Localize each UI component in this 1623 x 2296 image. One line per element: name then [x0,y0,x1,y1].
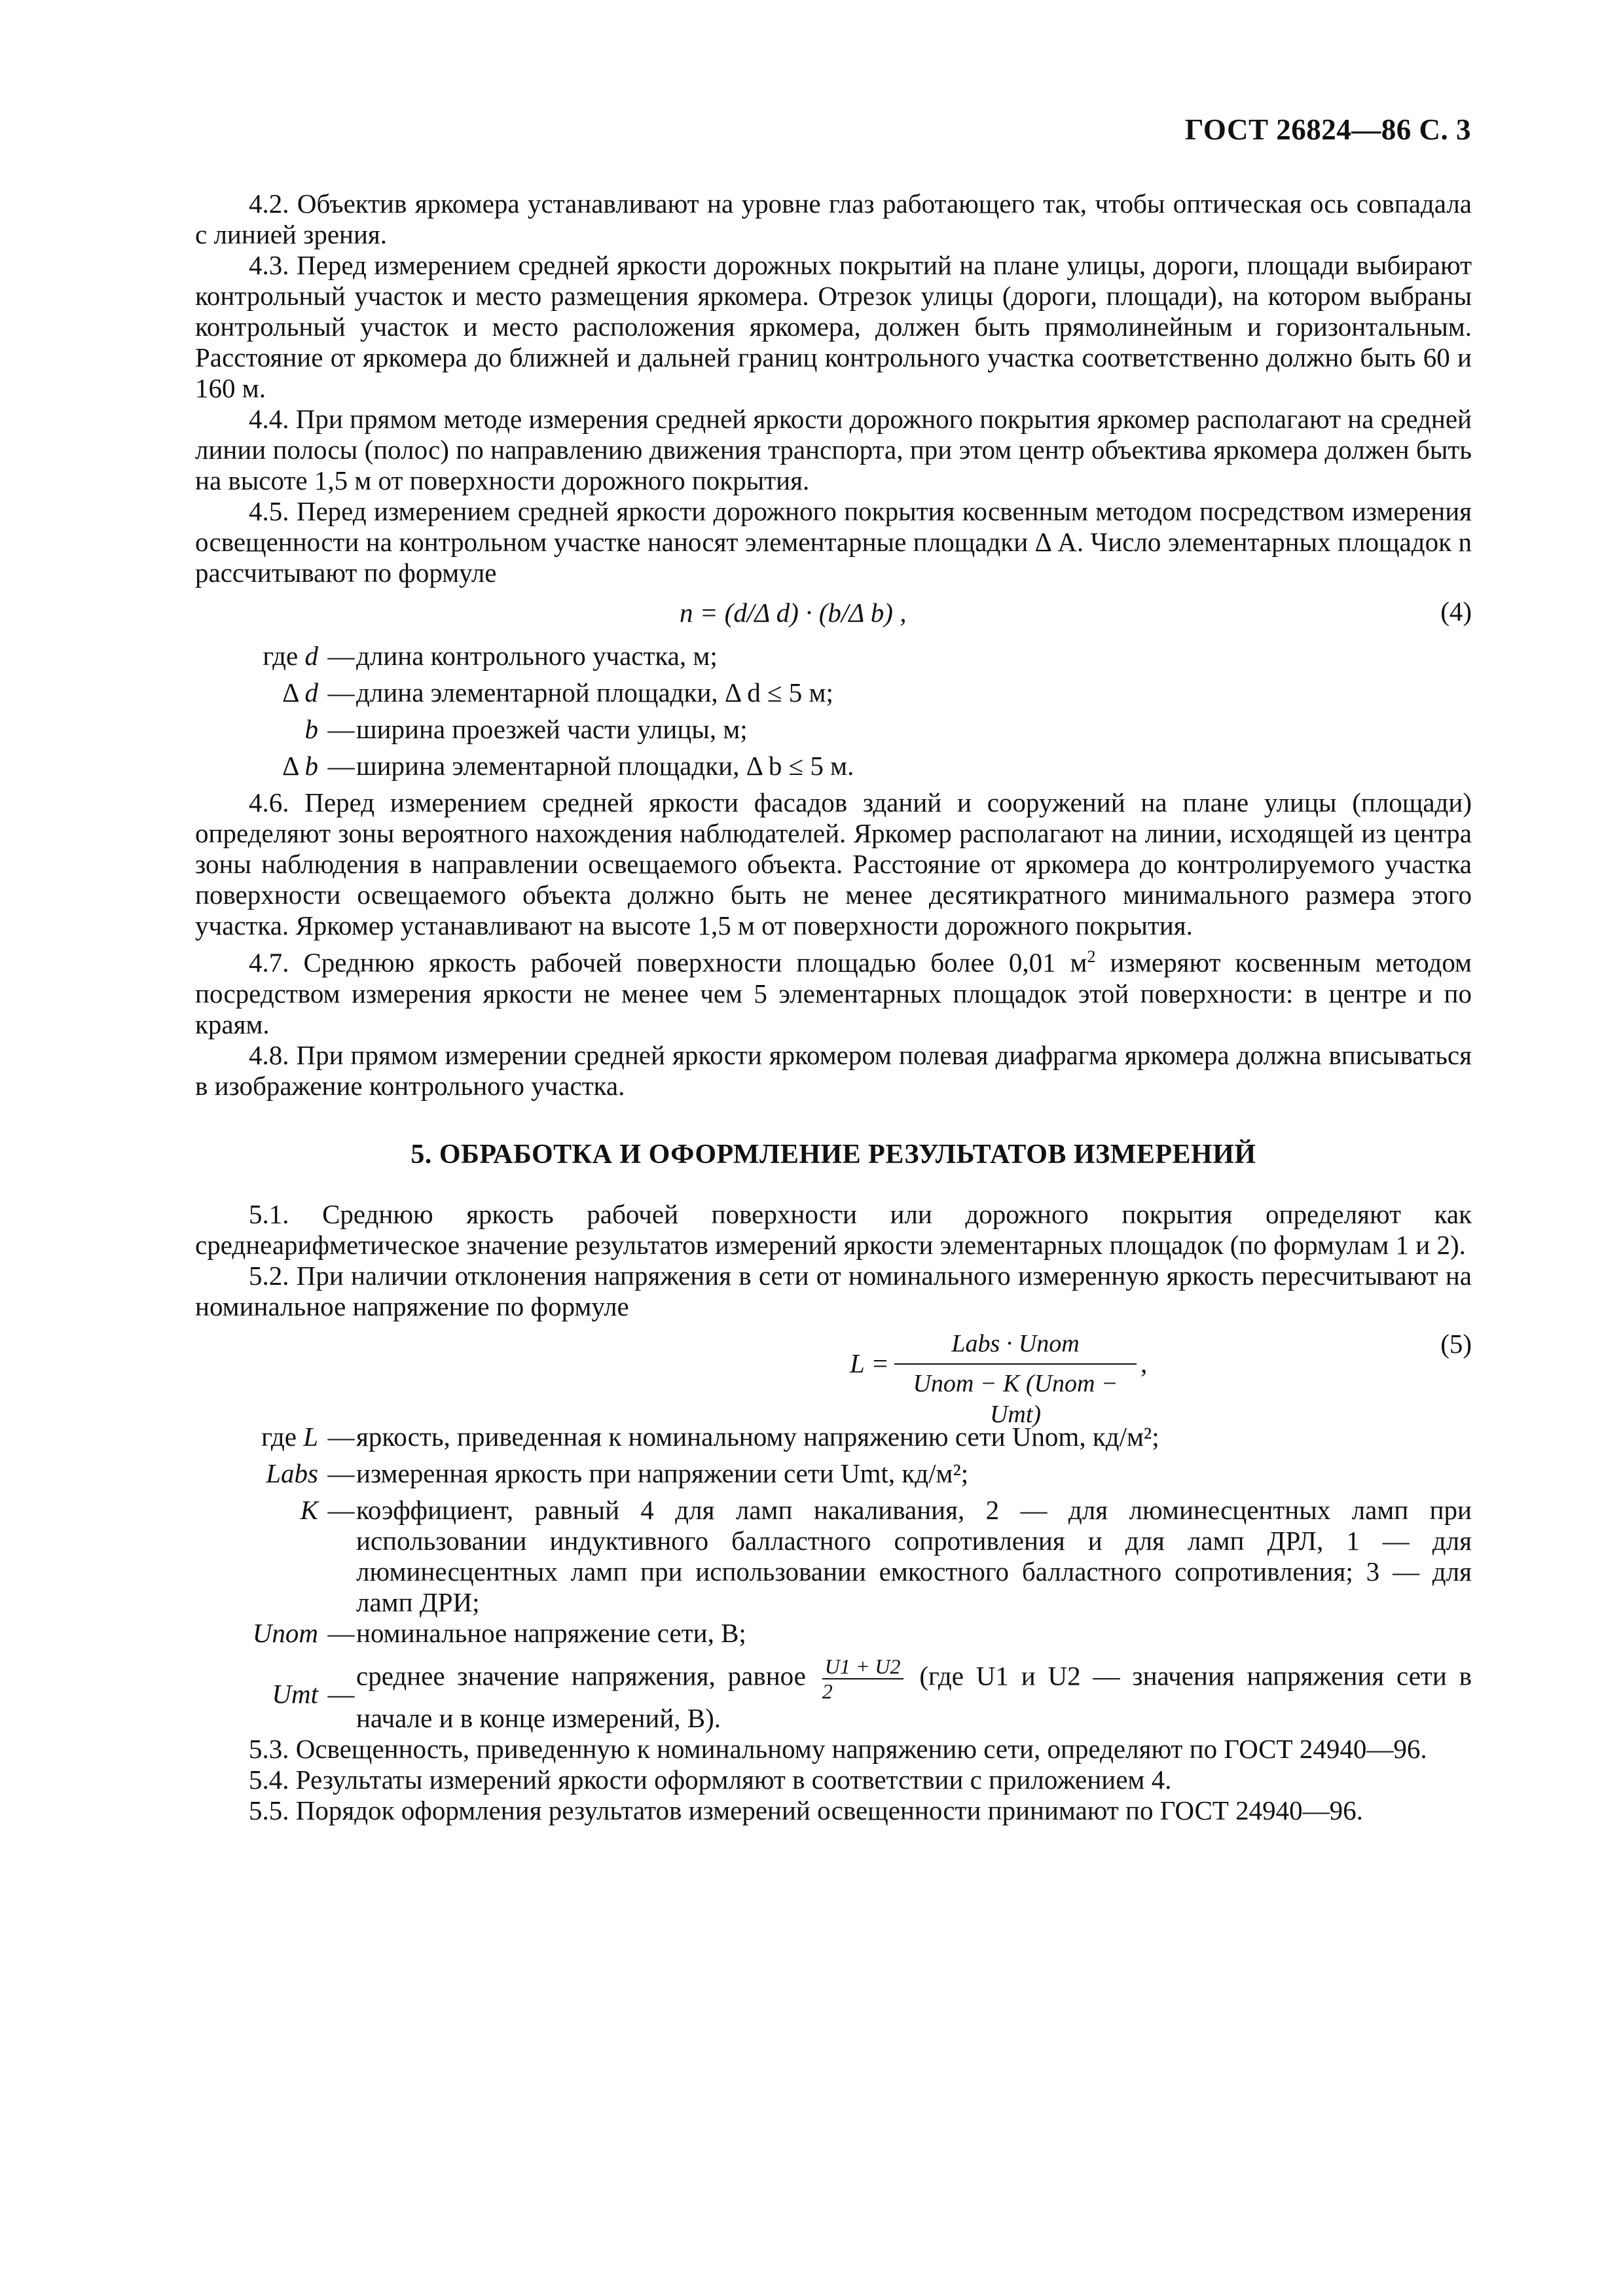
formula-5-denominator: Unom − K (Unom − Umt) [913,1369,1118,1428]
formula-5-lhs: L = [850,1348,889,1378]
definition-dash: — [327,1421,355,1452]
definition-dash: — [327,1617,355,1648]
definition-text: ширина элементарной площадки, Δ b ≤ 5 м. [356,751,854,781]
formula-5-comma: , [1140,1348,1148,1378]
paragraph-4-8: 4.8. При прямом измерении средней яркости яркомером полевая диафрагма яркомера должна вписываться в изображение контрольного участка. [195,1039,1472,1101]
formula-5-fraction [894,1329,1137,1430]
paragraph-4-7 [195,941,1472,1040]
formula-4 [195,590,1472,634]
definition-symbol: d [304,641,318,671]
paragraph-4-6: 4.6. Перед измерением средней яркости фасадов зданий и сооружений на плане улицы (площади) определяют зоны вероятного нахождения наблюдателей. Яркомер располагают на линии, исходящей из центра зоны наблюдения в направлении освещаемого объекта. Расстояние от яркомера до контролируемого участка поверхности освещаемого объекта должно быть не менее десятикратного минимального размера этого участка. Яркомер устанавливают на высоте 1,5 м от поверхности дорожного покрытия. [195,787,1472,941]
paragraph-5-1: 5.1. Среднюю яркость рабочей поверхности или дорожного покрытия определяют как среднеарифметическое значение результатов измерений яркости элементарных площадок (по формулам 1 и 2). [195,1198,1472,1260]
paragraph-4-7-part-a: 4.7. Среднюю яркость рабочей поверхности площадью более 0,01 м [249,947,1087,978]
definition-dash: — [327,677,355,708]
definition-dash: — [327,1494,355,1525]
paragraph-4-3: 4.3. Перед измерением средней яркости дорожных покрытий на плане улицы, дороги, площади выбирают контрольный участок и место размещения яркомера. Отрезок улицы (дороги, площади), на котором выбраны контрольный участок и место расположения яркомера, должен быть прямолинейным и горизонтальным. Расстояние от яркомера до ближней и дальней границ контрольного участка соответственно должно быть 60 и 160 м. [195,250,1472,403]
page-header: ГОСТ 26824—86 С. 3 [1184,113,1471,146]
paragraph-4-7-part-b: измеряют косвенным методом посредством измерения яркости не менее чем 5 элементарных площадок этой поверхности: в центре и по краям. [195,947,1472,1039]
definition-prefix: Δ [282,677,305,708]
definition-row [195,641,1472,677]
paragraph-4-4: 4.4. При прямом методе измерения средней яркости дорожного покрытия яркомер располагают на средней линии полосы (полос) по направлению движения транспорта, при этом центр объектива яркомера должен быть на высоте 1,5 м от поверхности дорожного покрытия. [195,404,1472,495]
definition-text: яркость, приведенная к номинальному напряжению сети Unom, кд/м²; [356,1421,1159,1452]
definition-prefix: Δ [282,751,305,781]
definition-dash: — [327,751,355,781]
paragraph-4-2: 4.2. Объектив яркомера устанавливают на уровне глаз работающего так, чтобы оптическая ось совпадала с линией зрения. [195,188,1472,249]
definition-row [195,1458,1472,1495]
definition-row [195,1618,1472,1655]
definition-symbol: Unom [252,1617,318,1648]
definition-row [195,1655,1472,1734]
definition-symbol: L [303,1421,318,1452]
definition-dash: — [327,1678,355,1709]
fraction-numerator: U1 + U2 [822,1655,903,1679]
paragraph-5-2: 5.2. При наличии отклонения напряжения в сети от номинального измеренную яркость пересчитывают на номинальное напряжение по формуле [195,1260,1472,1321]
paragraph-4-5: 4.5. Перед измерением средней яркости дорожного покрытия косвенным методом посредством измерения освещенности на контрольном участке наносят элементарные площадки Δ A. Число элементарных площадок n рассчитывают по формуле [195,496,1472,588]
formula-5-definitions [195,1422,1472,1734]
definition-row [195,1422,1472,1458]
formula-4-expression: n = (d/Δ d) · (b/Δ b) , [680,598,907,628]
definition-text: номинальное напряжение сети, В; [356,1617,746,1648]
definition-dash: — [327,714,355,744]
definition-symbol: b [304,751,318,781]
formula-4-definitions [195,641,1472,787]
definition-symbol: Umt [272,1678,318,1709]
definition-symbol: K [300,1494,318,1525]
definition-row [195,751,1472,787]
definition-symbol: d [304,677,318,708]
definition-prefix: где [261,1421,304,1452]
definition-text: измеренная яркость при напряжении сети Umt, кд/м²; [356,1458,969,1488]
definition-text: ширина проезжей части улицы, м; [356,714,748,744]
section-5-title: 5. ОБРАБОТКА И ОФОРМЛЕНИЕ РЕЗУЛЬТАТОВ ИЗМЕРЕНИЙ [410,1139,1256,1170]
paragraph-5-4: 5.4. Результаты измерений яркости оформляют в соответствии с приложением 4. [249,1764,1172,1795]
formula-5 [195,1328,1472,1428]
definition-dash: — [327,1458,355,1488]
definition-text-part-a: среднее значение напряжения, равное [356,1660,806,1691]
definition-row [195,714,1472,751]
paragraph-5-3: 5.3. Освещенность, приведенную к номинальному напряжению сети, определяют по ГОСТ 24940—96. [249,1733,1427,1764]
definition-symbol: b [304,714,318,744]
formula-4-number: (4) [1440,596,1472,626]
fraction-denominator: 2 [822,1679,833,1703]
definition-symbol: Labs [266,1458,318,1488]
definition-text: длина контрольного участка, м; [356,641,718,671]
definition-row [195,677,1472,714]
formula-5-number: (5) [1440,1328,1472,1359]
superscript: 2 [1087,947,1096,966]
mean-voltage-fraction [822,1655,903,1703]
definition-row [195,1495,1472,1618]
definition-prefix: где [263,641,305,671]
definition-text: коэффициент, равный 4 для ламп накаливания, 2 — для люминесцентных ламп при использовании индуктивного балластного сопротивления и для ламп ДРЛ, 1 — для люминесцентных ламп при использовании емкостного балластного сопротивления; 3 — для ламп ДРИ; [356,1494,1472,1617]
document-body [195,188,1472,1826]
definition-text-part-b: (где U1 и U2 — значения напряжения сети в начале и в конце измерений, В). [356,1660,1472,1733]
definition-dash: — [327,641,355,671]
definition-text: длина элементарной площадки, Δ d ≤ 5 м; [356,677,833,708]
definition-text [356,1655,1472,1734]
paragraph-5-5: 5.5. Порядок оформления результатов измерений освещенности принимают по ГОСТ 24940—96. [249,1795,1363,1825]
formula-5-numerator: Labs · Unom [894,1329,1137,1365]
